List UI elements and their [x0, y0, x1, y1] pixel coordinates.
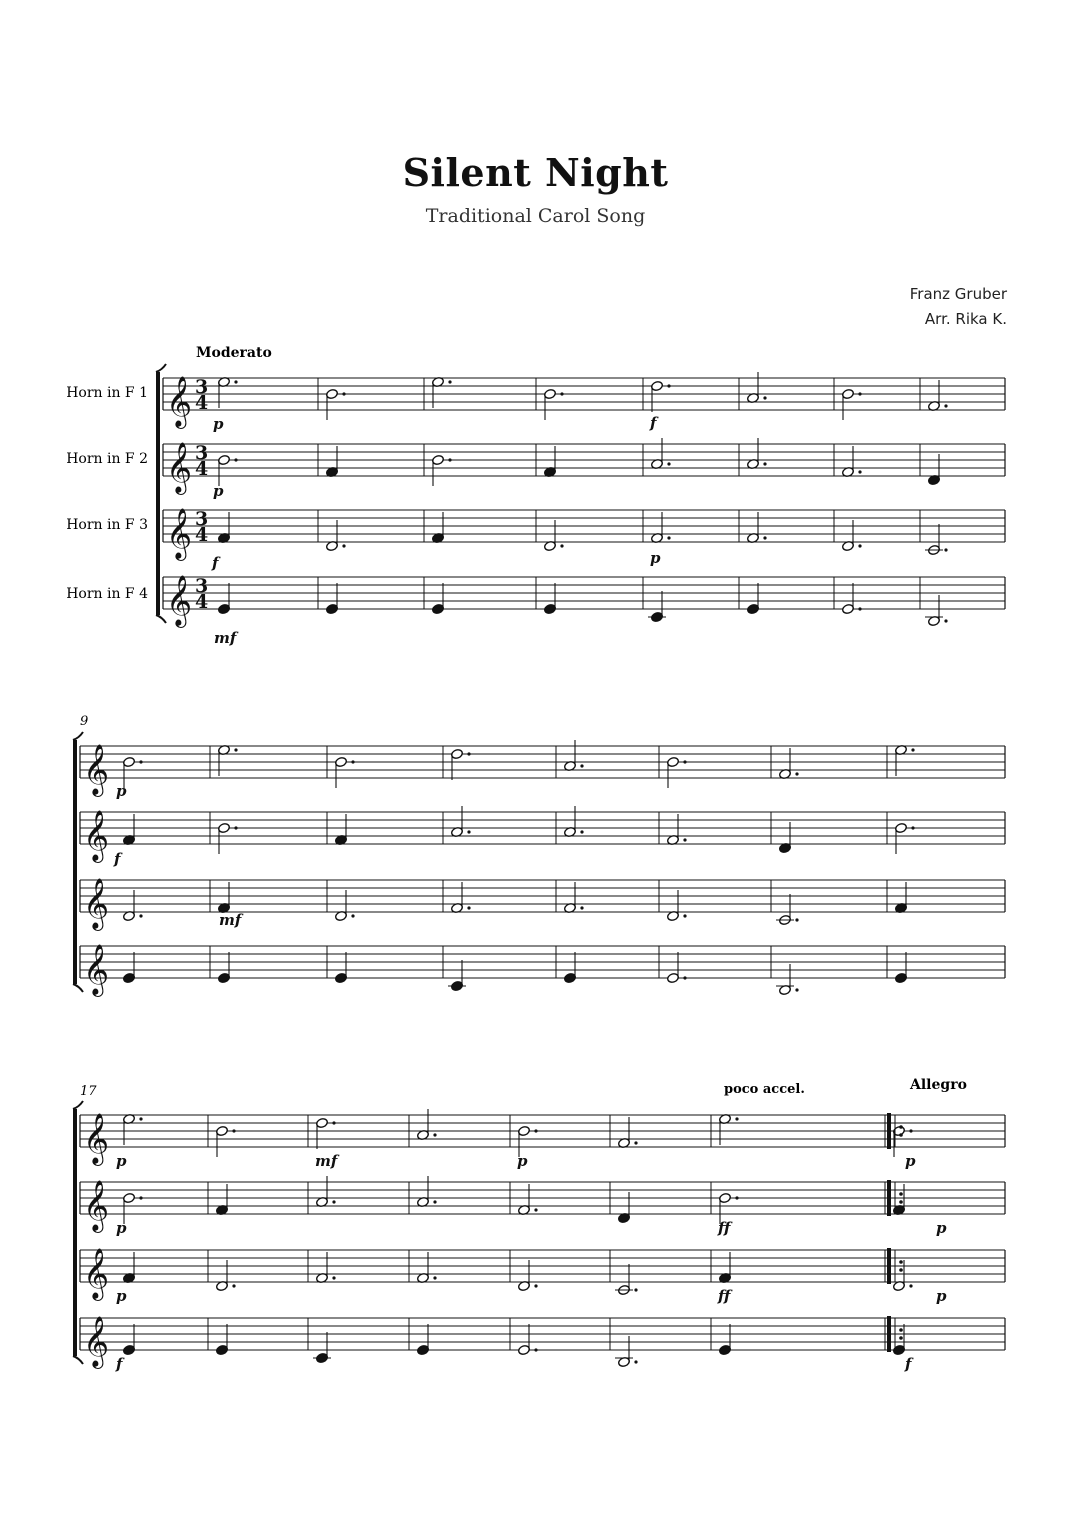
instrument-label-1: Horn in F 1	[66, 385, 148, 401]
measure-number-17: 17	[80, 1084, 97, 1099]
dot	[467, 906, 470, 909]
treble-clef-icon: 𝄞	[83, 944, 110, 995]
instrument-label-2: Horn in F 2	[66, 451, 148, 467]
composer-credit: Franz Gruber	[909, 285, 1007, 303]
dot	[534, 1348, 537, 1351]
dot	[944, 404, 947, 407]
dynamic-marking: p	[213, 415, 224, 433]
dot	[944, 619, 947, 622]
dot	[332, 1121, 335, 1124]
repeat-dot	[899, 1133, 903, 1137]
staff-lines-and-notes	[73, 364, 1005, 1373]
dot	[139, 1117, 142, 1120]
repeat-dot	[899, 1336, 903, 1340]
dot	[735, 1196, 738, 1199]
tempo-allegro: Allegro	[910, 1077, 967, 1093]
tempo-moderato: Moderato	[196, 345, 272, 361]
repeat-dot	[899, 1200, 903, 1204]
time-signature-bottom: 4	[195, 458, 209, 480]
dot	[735, 1117, 738, 1120]
treble-clef-icon: 𝄞	[166, 508, 193, 559]
dot	[433, 1276, 436, 1279]
dynamic-marking: p	[517, 1152, 528, 1170]
dot	[467, 830, 470, 833]
arranger-credit: Arr. Rika K.	[924, 310, 1007, 328]
bracket-top-hook	[73, 1101, 83, 1109]
dot	[683, 976, 686, 979]
dynamic-marking: f	[116, 1355, 123, 1373]
dot	[534, 1208, 537, 1211]
dot	[342, 544, 345, 547]
dynamic-marking: f	[905, 1355, 912, 1373]
bracket-top-hook	[73, 732, 83, 740]
dot	[683, 914, 686, 917]
dot	[232, 1129, 235, 1132]
dot	[234, 748, 237, 751]
time-signature-top: 3	[195, 575, 209, 597]
dynamic-marking: p	[905, 1152, 916, 1170]
dot	[560, 392, 563, 395]
dot	[909, 1284, 912, 1287]
dot	[763, 396, 766, 399]
bracket-bottom-hook	[73, 1356, 83, 1364]
dot	[858, 392, 861, 395]
repeat-dot	[899, 1260, 903, 1264]
dynamic-marking: p	[936, 1287, 947, 1305]
dynamic-marking: mf	[214, 629, 237, 647]
dot	[139, 1196, 142, 1199]
dynamic-marking: p	[116, 1219, 127, 1237]
treble-clef-icon: 𝄞	[83, 1113, 110, 1164]
dot	[342, 392, 345, 395]
dot	[634, 1288, 637, 1291]
dot	[858, 607, 861, 610]
dot	[858, 470, 861, 473]
dot	[433, 1133, 436, 1136]
dot	[795, 772, 798, 775]
dot	[763, 462, 766, 465]
dot	[909, 1129, 912, 1132]
treble-clef-icon: 𝄞	[83, 1316, 110, 1367]
dot	[763, 536, 766, 539]
dot	[448, 380, 451, 383]
dot	[234, 380, 237, 383]
score-subtitle: Traditional Carol Song	[425, 205, 646, 227]
dot	[683, 760, 686, 763]
dot	[667, 462, 670, 465]
time-signature-bottom: 4	[195, 392, 209, 414]
treble-clef-icon: 𝄞	[83, 810, 110, 861]
dot	[634, 1360, 637, 1363]
dynamic-marking: mf	[219, 911, 242, 929]
system-2	[80, 714, 88, 729]
repeat-dot	[899, 1192, 903, 1196]
score-title: Silent Night	[402, 150, 669, 195]
repeat-dot	[899, 1125, 903, 1129]
dynamic-marking: ff	[718, 1219, 731, 1237]
instrument-label-3: Horn in F 3	[66, 517, 148, 533]
dynamic-marking: p	[650, 549, 661, 567]
instrument-label-4: Horn in F 4	[66, 586, 148, 602]
dot	[634, 1141, 637, 1144]
bracket-bottom-hook	[73, 984, 83, 992]
dynamic-marking: p	[116, 782, 127, 800]
dynamic-marking: f	[114, 850, 121, 868]
dynamic-marking: f	[650, 414, 657, 432]
dot	[667, 384, 670, 387]
dot	[234, 826, 237, 829]
dynamic-marking: ff	[718, 1287, 731, 1305]
time-signature-top: 3	[195, 376, 209, 398]
dot	[667, 536, 670, 539]
dot	[139, 914, 142, 917]
dot	[580, 764, 583, 767]
dot	[560, 544, 563, 547]
repeat-dot	[899, 1328, 903, 1332]
dynamic-marking: p	[936, 1219, 947, 1237]
treble-clef-icon: 𝄞	[166, 575, 193, 626]
dot	[795, 988, 798, 991]
repeat-dot	[899, 1268, 903, 1272]
dynamic-marking: p	[116, 1287, 127, 1305]
dot	[332, 1276, 335, 1279]
dot	[858, 544, 861, 547]
dot	[467, 752, 470, 755]
dot	[351, 760, 354, 763]
dynamic-marking: p	[116, 1152, 127, 1170]
dynamic-marking: p	[213, 482, 224, 500]
dot	[534, 1129, 537, 1132]
system-3	[80, 1077, 967, 1099]
treble-clef-icon: 𝄞	[166, 442, 193, 493]
dot	[433, 1200, 436, 1203]
dot	[580, 830, 583, 833]
time-signature-top: 3	[195, 442, 209, 464]
dot	[683, 838, 686, 841]
dot	[139, 760, 142, 763]
measure-number-9: 9	[80, 714, 89, 729]
time-signature-bottom: 4	[195, 591, 209, 613]
treble-clef-icon: 𝄞	[83, 744, 110, 795]
tempo-poco-accel: poco accel.	[724, 1082, 805, 1097]
time-signature-top: 3	[195, 508, 209, 530]
dot	[580, 906, 583, 909]
dot	[911, 748, 914, 751]
dot	[234, 458, 237, 461]
treble-clef-icon: 𝄞	[83, 1248, 110, 1299]
treble-clef-icon: 𝄞	[83, 878, 110, 929]
dot	[534, 1284, 537, 1287]
dot	[351, 914, 354, 917]
dot	[232, 1284, 235, 1287]
dot	[448, 458, 451, 461]
treble-clef-icon: 𝄞	[166, 376, 193, 427]
dot	[911, 826, 914, 829]
dot	[332, 1200, 335, 1203]
dot	[944, 548, 947, 551]
bracket-top-hook	[156, 364, 166, 372]
dot	[795, 918, 798, 921]
treble-clef-icon: 𝄞	[83, 1180, 110, 1231]
dynamic-marking: mf	[315, 1152, 338, 1170]
time-signature-bottom: 4	[195, 524, 209, 546]
dynamic-marking: f	[212, 554, 219, 572]
bracket-bottom-hook	[156, 615, 166, 623]
